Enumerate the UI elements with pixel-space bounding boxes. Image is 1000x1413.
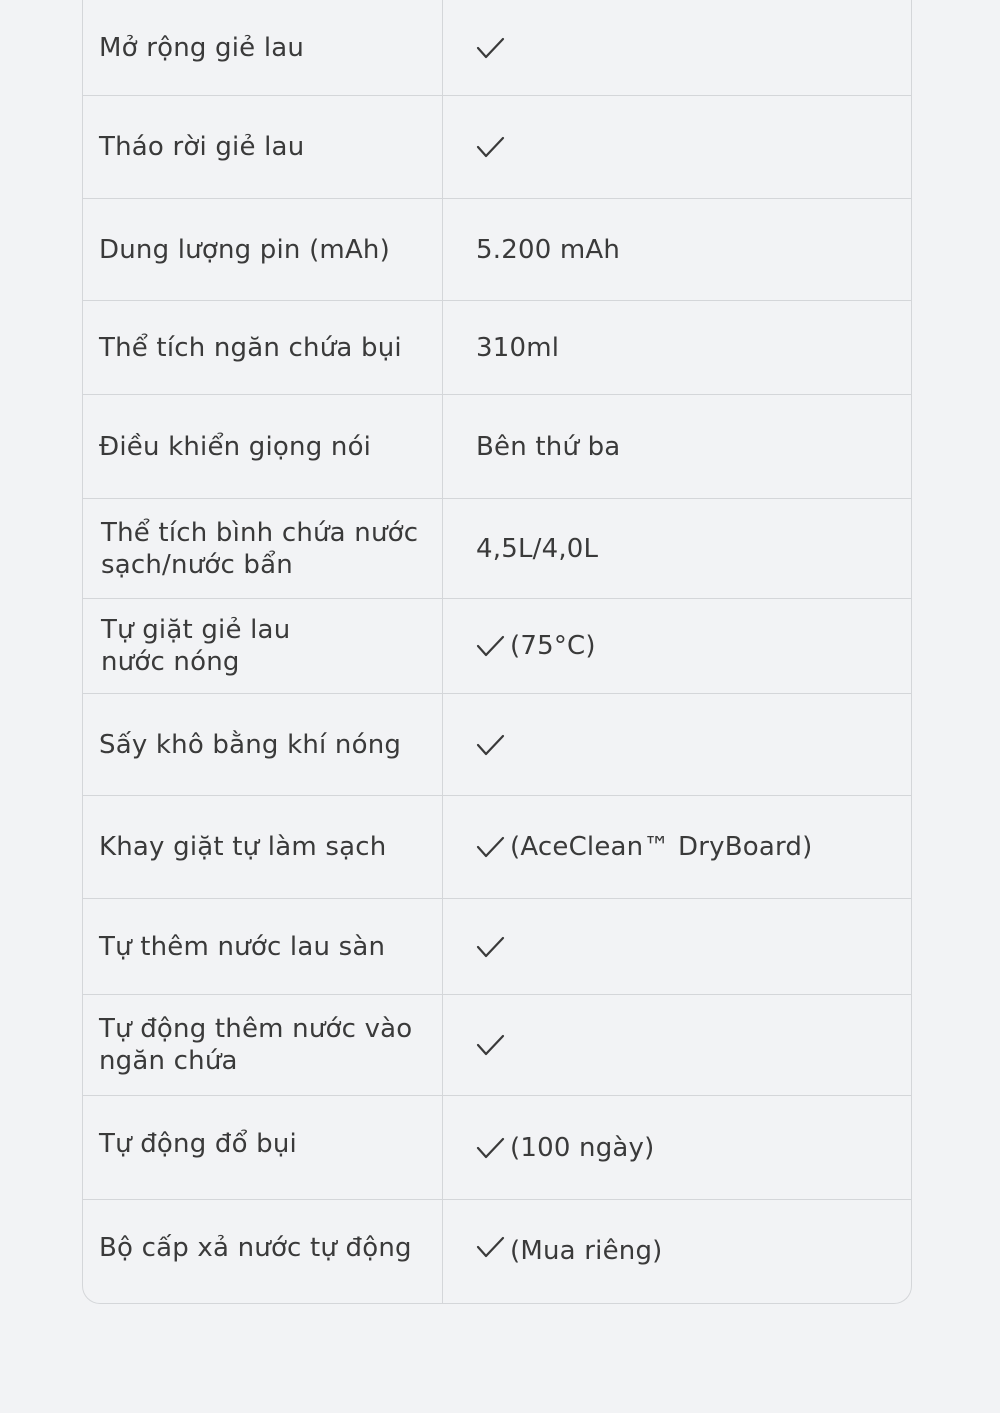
row-label: Dung lượng pin (mAh) <box>99 234 390 265</box>
row-label: Mở rộng giẻ lau <box>99 32 305 63</box>
row-label-cell <box>83 899 443 994</box>
table-row <box>83 994 911 1095</box>
checkmark-icon <box>476 733 506 757</box>
row-label: Khay giặt tự làm sạch <box>99 832 387 862</box>
row-label-cell <box>83 199 443 300</box>
checkmark-icon <box>476 135 506 159</box>
row-label: Thể tích bình chứa nước sạch/nước bẩn <box>101 517 419 580</box>
table-row <box>83 300 911 394</box>
table-row <box>83 598 911 693</box>
row-label: Tự thêm nước lau sàn <box>99 931 386 962</box>
table-row <box>83 795 911 898</box>
checkmark-icon <box>476 935 506 959</box>
checkmark-icon <box>476 1136 506 1160</box>
row-value-cell <box>443 1096 911 1199</box>
row-label: Tự động đổ bụi <box>99 1129 297 1159</box>
row-label-cell <box>83 0 443 95</box>
row-label-cell <box>83 694 443 795</box>
table-row <box>83 198 911 300</box>
row-value-cell <box>443 796 911 898</box>
checkmark-icon <box>476 1235 506 1259</box>
row-value-cell <box>443 0 911 95</box>
row-label: Tự giặt giẻ lau nước nóng <box>101 615 291 677</box>
row-label-cell <box>83 499 443 598</box>
checkmark-icon <box>476 1033 506 1057</box>
row-value-cell <box>443 499 911 598</box>
row-value-cell <box>443 899 911 994</box>
row-label-cell <box>83 599 443 693</box>
row-value: (AceClean™ DryBoard) <box>510 832 813 862</box>
table-row <box>83 1199 911 1303</box>
row-label: Thể tích ngăn chứa bụi <box>99 332 402 363</box>
row-value: (75°C) <box>510 631 596 661</box>
row-value: Bên thứ ba <box>476 431 621 462</box>
row-value: 4,5L/4,0L <box>476 533 599 564</box>
row-label: Điều khiển giọng nói <box>99 431 372 462</box>
checkmark-icon <box>476 634 506 658</box>
row-label: Tháo rời giẻ lau <box>99 132 305 162</box>
table-row <box>83 498 911 598</box>
row-value-cell <box>443 96 911 198</box>
table-row <box>83 95 911 198</box>
checkmark-icon <box>476 36 506 60</box>
row-label: Tự động thêm nước vào ngăn chứa <box>99 1014 413 1076</box>
row-label: Sấy khô bằng khí nóng <box>99 729 402 760</box>
row-label-cell <box>83 995 443 1095</box>
table-row <box>83 394 911 498</box>
row-label-cell <box>83 796 443 898</box>
table-row <box>83 898 911 994</box>
row-value-cell <box>443 301 911 394</box>
row-label-cell <box>83 1096 443 1199</box>
row-value-cell <box>443 199 911 300</box>
row-value: 310ml <box>476 332 560 363</box>
row-value-cell <box>443 395 911 498</box>
row-value-cell <box>443 1200 911 1303</box>
checkmark-icon <box>476 835 506 859</box>
table-row <box>83 693 911 795</box>
row-value: (Mua riêng) <box>510 1236 663 1266</box>
table-row <box>83 0 911 95</box>
spec-comparison-table <box>82 0 912 1304</box>
row-label-cell <box>83 395 443 498</box>
row-label-cell <box>83 1200 443 1303</box>
table-row <box>83 1095 911 1199</box>
row-label: Bộ cấp xả nước tự động <box>99 1233 412 1263</box>
row-label-cell <box>83 301 443 394</box>
row-value-cell <box>443 995 911 1095</box>
row-label-cell <box>83 96 443 198</box>
row-value-cell <box>443 694 911 795</box>
row-value-cell <box>443 599 911 693</box>
row-value: (100 ngày) <box>510 1132 655 1163</box>
row-value: 5.200 mAh <box>476 234 621 265</box>
